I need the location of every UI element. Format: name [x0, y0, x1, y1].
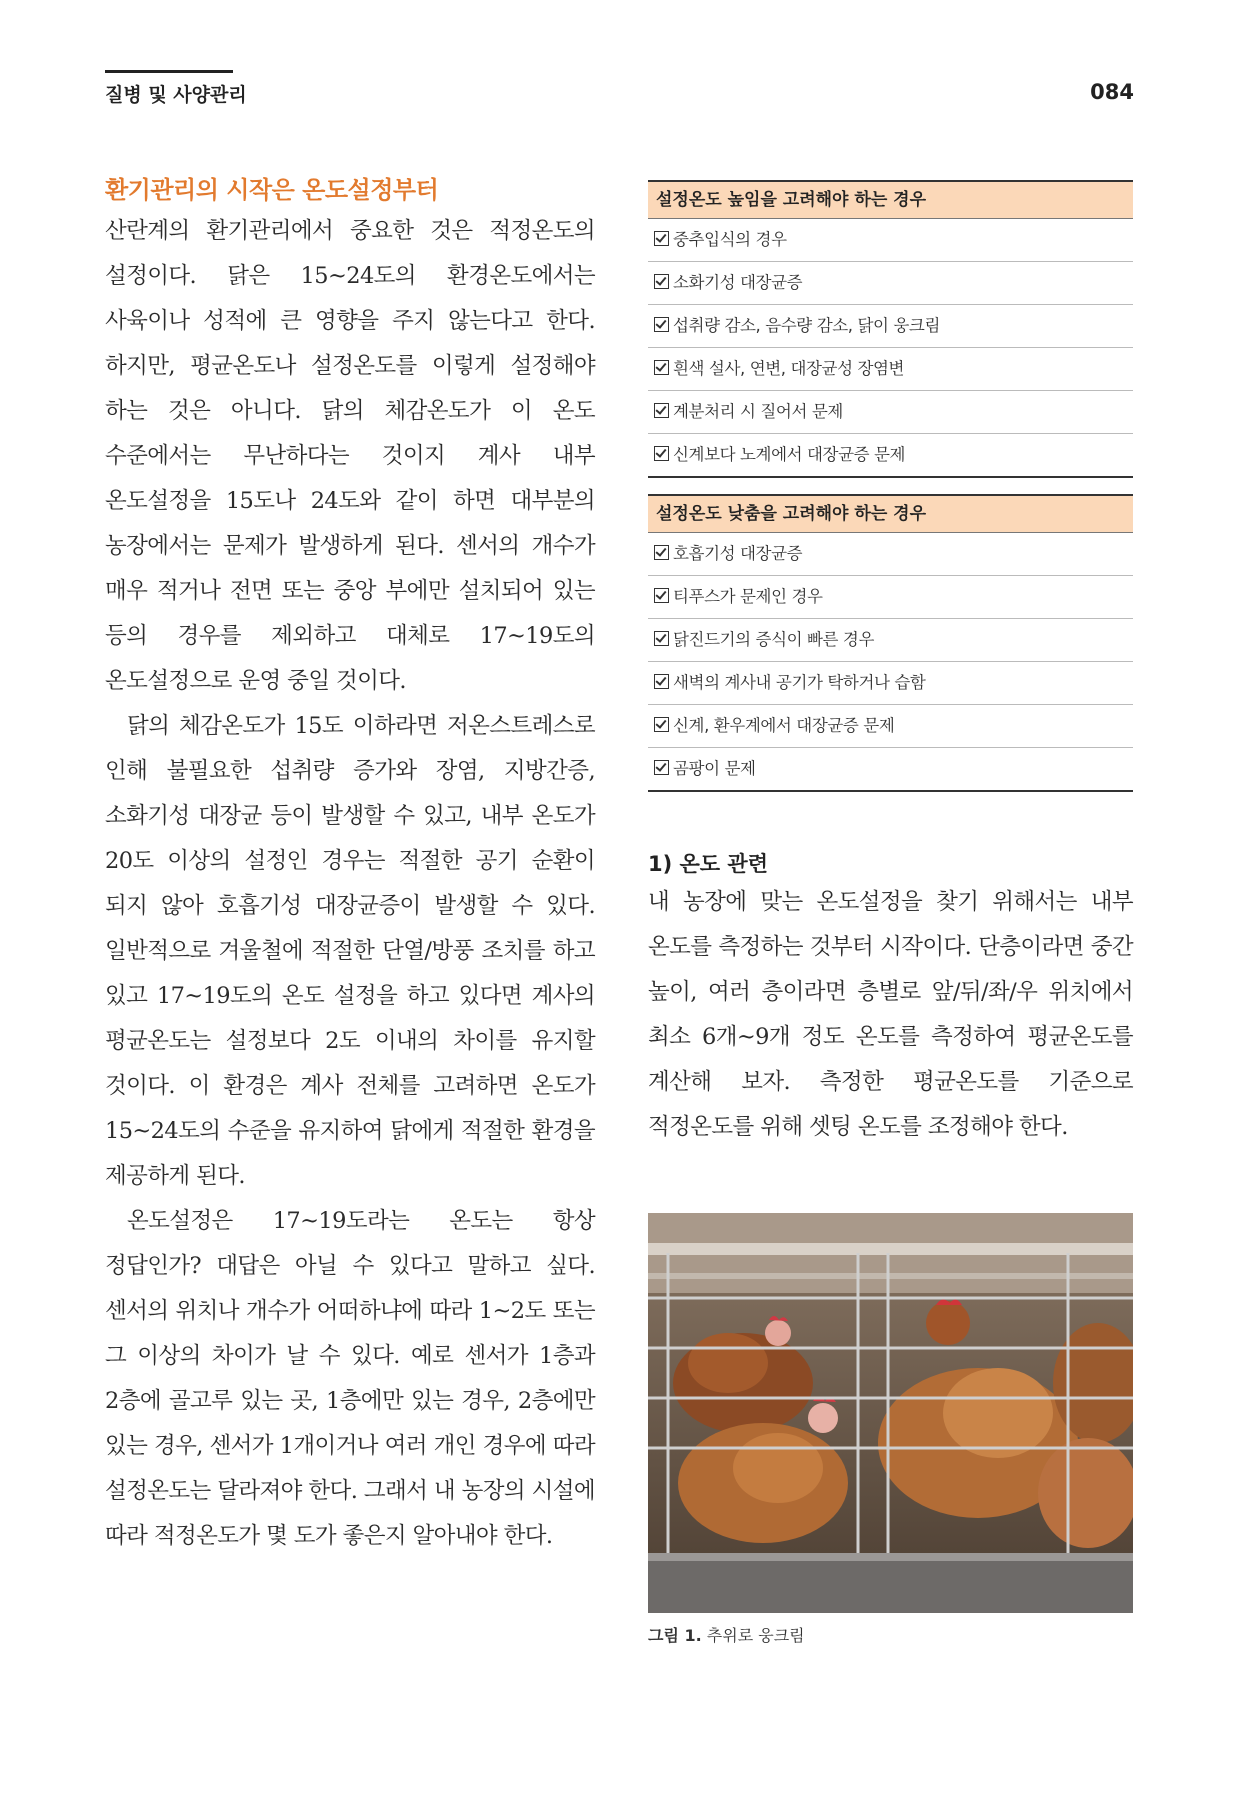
checkbox-checked-icon	[654, 403, 669, 418]
checklist-item	[648, 533, 1133, 576]
checkbox-checked-icon	[654, 360, 669, 375]
checklist-item-label: 닭진드기의 증식이 빠른 경우	[673, 630, 875, 649]
paragraph: 닭의 체감온도가 15도 이하라면 저온스트레스로 인해 불필요한 섭취량 증가와 장염, 지방간증, 소화기성 대장균 등이 발생할 수 있고, 내부 온도가 20도 이상의 설정인 경우는 적절한 공기 순환이 되지 않아 호흡기성 대장균증이 발생할 수 있다. 일반적으로 겨울철에 적절한 단열/방풍 조치를 하고 있고 17~19도의 온도 설정을 하고 있다면 계사의 평균온도는 설정보다 2도 이내의 차이를 유지할 것이다. 이 환경은 계사 전체를 고려하면 온도가 15~24도의 수준을 유지하여 닭에게 적절한 환경을 제공하게 된다.	[105, 713, 595, 1189]
checklist-item-label: 계분처리 시 질어서 문제	[673, 402, 843, 421]
raise-temp-checklist	[648, 180, 1133, 478]
checklist-item-label: 섭취량 감소, 음수량 감소, 닭이 웅크림	[673, 316, 940, 335]
checkbox-checked-icon	[654, 317, 669, 332]
checklist-item-label: 소화기성 대장균증	[673, 273, 803, 292]
checklist-item-label: 흰색 설사, 연변, 대장균성 장염변	[673, 359, 905, 378]
checklist-item	[648, 576, 1133, 619]
checkbox-checked-icon	[654, 717, 669, 732]
checklist-item	[648, 619, 1133, 662]
checklist-item	[648, 662, 1133, 705]
checklist-table	[648, 494, 1133, 792]
paragraph: 산란계의 환기관리에서 중요한 것은 적정온도의 설정이다. 닭은 15~24도의 환경온도에서는 사육이나 성적에 큰 영향을 주지 않는다고 한다. 하지만, 평균온도나 설정온도를 이렇게 설정해야 하는 것은 아니다. 닭의 체감온도가 이 온도 수준에서는 무난하다는 것이지 계사 내부 온도설정을 15도나 24도와 같이 하면 대부분의 농장에서는 문제가 발생하게 된다. 센서의 개수가 매우 적거나 전면 또는 중앙 부에만 설치되어 있는 등의 경우를 제외하고 대체로 17~19도의 온도설정으로 운영 중일 것이다.	[105, 218, 595, 694]
checklist-item-label: 곰팡이 문제	[673, 759, 756, 778]
left-column	[105, 170, 595, 1559]
checklist-item	[648, 391, 1133, 434]
checkbox-checked-icon	[654, 631, 669, 646]
checklist-item-label: 티푸스가 문제인 경우	[673, 587, 823, 606]
running-header: 질병 및 사양관리	[105, 84, 247, 106]
hens-photo	[648, 1213, 1133, 1613]
subsection-text	[648, 880, 1133, 1150]
paragraph: 내 농장에 맞는 온도설정을 찾기 위해서는 내부 온도를 측정하는 것부터 시작이다. 단층이라면 중간 높이, 여러 층이라면 층별로 앞/뒤/좌/우 위치에서 최소 6개~9개 정도 온도를 측정하여 평균온도를 계산해 보자. 측정한 평균온도를 기준으로 적정온도를 위해 셋팅 온도를 조정해야 한다.	[648, 889, 1133, 1140]
header-rule	[105, 70, 233, 73]
subsection-title: 1) 온도 관련	[648, 852, 768, 876]
checklist-item	[648, 434, 1133, 476]
checkbox-checked-icon	[654, 588, 669, 603]
checkbox-checked-icon	[654, 274, 669, 289]
checklist-item	[648, 262, 1133, 305]
checklist-item	[648, 748, 1133, 790]
checklist-item-label: 새벽의 계사내 공기가 탁하거나 습함	[673, 673, 926, 692]
checklist-item-label: 신계, 환우계에서 대장균증 문제	[673, 716, 895, 735]
checklist-title: 설정온도 높임을 고려해야 하는 경우	[648, 182, 1133, 219]
lower-temp-checklist	[648, 494, 1133, 792]
checkbox-checked-icon	[654, 231, 669, 246]
checkbox-checked-icon	[654, 674, 669, 689]
checkbox-checked-icon	[654, 760, 669, 775]
temperature-subsection	[648, 848, 1133, 1150]
paragraph: 온도설정은 17~19도라는 온도는 항상 정답인가? 대답은 아닐 수 있다고 말하고 싶다. 센서의 위치나 개수가 어떠하냐에 따라 1~2도 또는 그 이상의 차이가 날 수 있다. 예로 센서가 1층과 2층에 골고루 있는 곳, 1층에만 있는 경우, 2층에만 있는 경우, 센서가 1개이거나 여러 개인 경우에 따라 설정온도는 달라져야 한다. 그래서 내 농장의 시설에 따라 적정온도가 몇 도가 좋은지 알아내야 한다.	[105, 1208, 595, 1549]
checkbox-checked-icon	[654, 446, 669, 461]
checklist-table	[648, 180, 1133, 478]
checklist-title: 설정온도 낮춤을 고려해야 하는 경우	[648, 496, 1133, 533]
page-number: 084	[1090, 80, 1134, 104]
checklist-item	[648, 305, 1133, 348]
checklist-item	[648, 219, 1133, 262]
figure-caption-text: 추위로 웅크림	[706, 1626, 805, 1645]
checklist-item	[648, 348, 1133, 391]
checklist-item	[648, 705, 1133, 748]
checklist-item-label: 중추입식의 경우	[673, 230, 787, 249]
checklist-item-label: 호흡기성 대장균증	[673, 544, 803, 563]
checklist-item-label: 신계보다 노계에서 대장균증 문제	[673, 445, 906, 464]
hens-in-cage-illustration	[648, 1213, 1133, 1613]
section-heading: 환기관리의 시작은 온도설정부터	[105, 176, 439, 204]
figure-caption	[648, 1623, 805, 1646]
body-text	[105, 209, 595, 1559]
figure-label: 그림 1.	[648, 1626, 702, 1645]
checkbox-checked-icon	[654, 545, 669, 560]
